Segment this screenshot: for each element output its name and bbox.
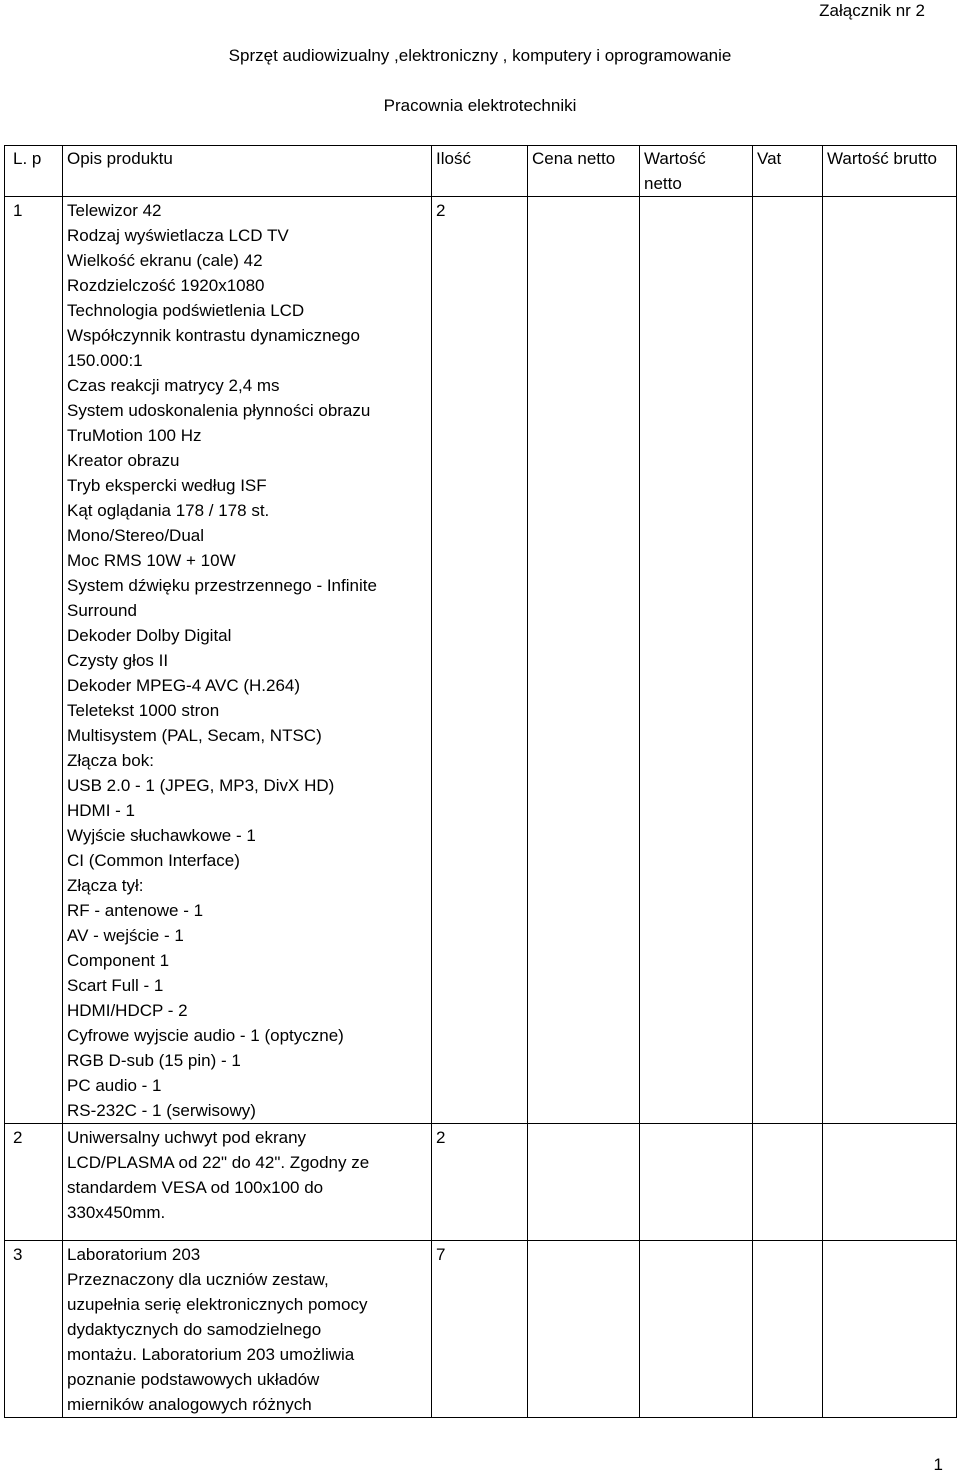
description-line: AV - wejście - 1 [67,926,184,945]
description-line: Przeznaczony dla uczniów zestaw, [67,1270,329,1289]
row-gross-value [823,197,957,1124]
description-line: System dźwięku przestrzennego - Infinite [67,576,377,595]
description-line: Dekoder MPEG-4 AVC (H.264) [67,676,301,695]
row-quantity: 7 [432,1241,528,1418]
description-line: Złącza bok: [67,751,154,770]
description-line: RGB D-sub (15 pin) - 1 [67,1051,241,1070]
description-line: Laboratorium 203 [67,1245,201,1264]
description-line: Scart Full - 1 [67,976,164,995]
product-table [4,145,957,1418]
description-line: Surround [67,601,137,620]
column-header-vat: Vat [753,146,823,197]
description-line: Moc RMS 10W + 10W [67,551,236,570]
description-line: TruMotion 100 Hz [67,426,202,445]
description-line: 330x450mm. [67,1203,166,1222]
description-line: Cyfrowe wyjscie audio - 1 (optyczne) [67,1026,344,1045]
description-line: Czysty głos II [67,651,169,670]
table-row [5,1124,957,1241]
row-number: 3 [5,1241,63,1418]
column-header-quantity: Ilość [432,146,528,197]
description-line: LCD/PLASMA od 22" do 42". Zgodny ze [67,1153,370,1172]
column-header-gross-value: Wartość brutto [823,146,957,197]
column-header-lp: L. p [5,146,63,197]
column-header-net-price: Cena netto [528,146,640,197]
table-row [5,197,957,1124]
description-line: Component 1 [67,951,170,970]
page-number: 1 [933,1455,943,1474]
description-line: USB 2.0 - 1 (JPEG, MP3, DivX HD) [67,776,335,795]
description-line: Wielkość ekranu (cale) 42 [67,251,263,270]
description-line: Rozdzielczość 1920x1080 [67,276,265,295]
description-line: Czas reakcji matrycy 2,4 ms [67,376,280,395]
row-net-value [640,1124,753,1241]
description-line: Kąt oglądania 178 / 178 st. [67,501,270,520]
column-header-net-value: Wartość netto [640,146,753,197]
description-line: Wyjście słuchawkowe - 1 [67,826,256,845]
description-line: 150.000:1 [67,351,143,370]
description-line: poznanie podstawowych układów [67,1370,320,1389]
description-line: Współczynnik kontrastu dynamicznego [67,326,360,345]
row-gross-value [823,1241,957,1418]
description-line: uzupełnia serię elektronicznych pomocy [67,1295,368,1314]
description-line: Mono/Stereo/Dual [67,526,205,545]
table-row [5,1241,957,1418]
document-subtitle: Pracownia elektrotechniki [383,96,577,115]
row-net-value [640,197,753,1124]
row-description [63,1124,432,1241]
annex-label: Załącznik nr 2 [819,1,925,20]
description-line: Tryb ekspercki według ISF [67,476,267,495]
column-header-description: Opis produktu [63,146,432,197]
description-line: Uniwersalny uchwyt pod ekrany [67,1128,307,1147]
row-net-price [528,1241,640,1418]
description-line: montażu. Laboratorium 203 umożliwia [67,1345,355,1364]
row-quantity: 2 [432,1124,528,1241]
row-description [63,197,432,1124]
description-line: System udoskonalenia płynności obrazu [67,401,371,420]
row-number: 1 [5,197,63,1124]
row-net-value [640,1241,753,1418]
row-vat [753,1124,823,1241]
document-title: Sprzęt audiowizualny ,elektroniczny , komputery i oprogramowanie [228,46,732,65]
description-line: RF - antenowe - 1 [67,901,204,920]
description-line: RS-232C - 1 (serwisowy) [67,1101,256,1120]
description-line: HDMI/HDCP - 2 [67,1001,188,1020]
description-line: Rodzaj wyświetlacza LCD TV [67,226,289,245]
description-line: standardem VESA od 100x100 do [67,1178,324,1197]
description-line: Multisystem (PAL, Secam, NTSC) [67,726,322,745]
row-number: 2 [5,1124,63,1241]
row-net-price [528,197,640,1124]
description-line: PC audio - 1 [67,1076,162,1095]
description-line: CI (Common Interface) [67,851,240,870]
row-net-price [528,1124,640,1241]
description-line: Technologia podświetlenia LCD [67,301,305,320]
description-line: HDMI - 1 [67,801,135,820]
row-gross-value [823,1124,957,1241]
description-line: Dekoder Dolby Digital [67,626,232,645]
description-line: Złącza tył: [67,876,144,895]
row-vat [753,197,823,1124]
description-line: mierników analogowych różnych [67,1395,312,1414]
description-line: Kreator obrazu [67,451,180,470]
row-vat [753,1241,823,1418]
row-quantity: 2 [432,197,528,1124]
table-header-row [5,146,957,197]
row-description [63,1241,432,1418]
description-line: Telewizor 42 [67,201,162,220]
description-line: Teletekst 1000 stron [67,701,220,720]
description-line: dydaktycznych do samodzielnego [67,1320,322,1339]
